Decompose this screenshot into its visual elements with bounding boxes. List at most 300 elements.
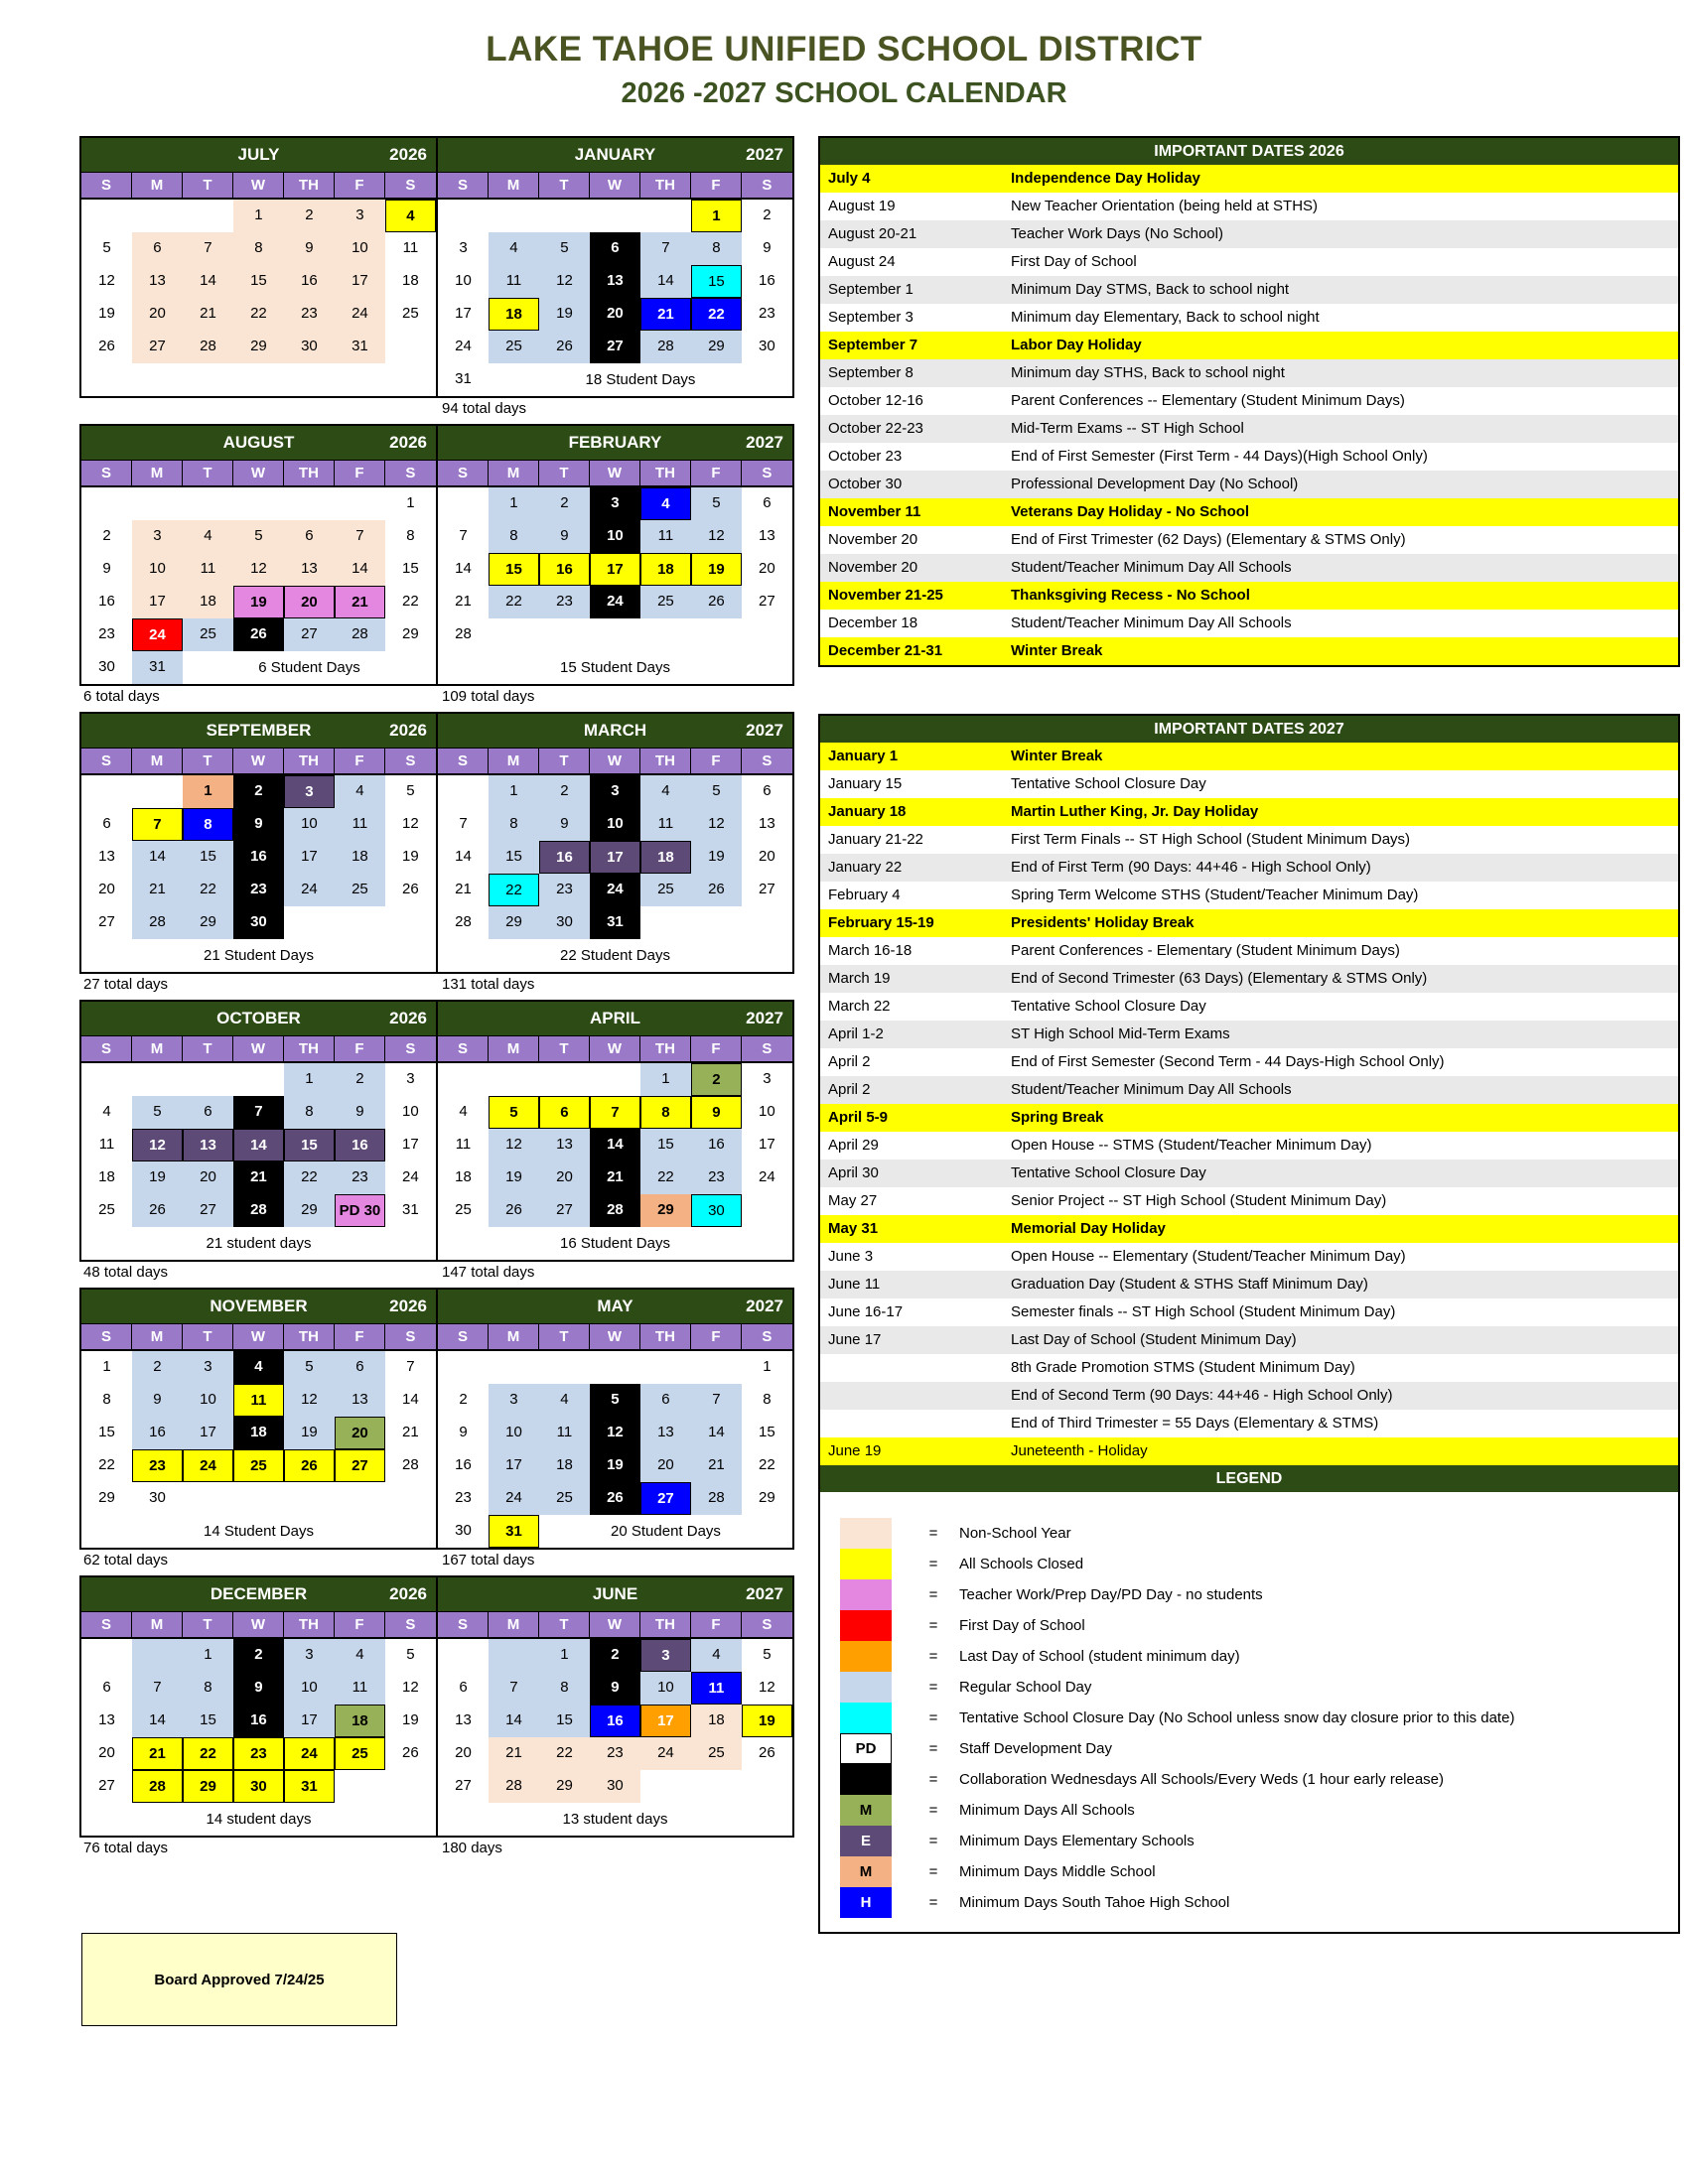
month-november [79,1288,438,1550]
week-row [81,1129,436,1161]
month-weeks [81,200,436,396]
week-row [81,265,436,298]
weekday-header: F [335,749,385,773]
day-cell: 1 [691,200,742,232]
week-row [438,874,792,906]
day-cell [640,1351,691,1384]
description-cell: Semester finals -- ST High School (Student Minimum Day) [1011,1303,1396,1320]
week-row [438,906,792,939]
day-cell: 5 [691,487,742,520]
day-cell [742,618,792,651]
important-dates-2027-table [818,714,1680,1934]
legend-equals: = [928,1771,938,1788]
day-cell: 30 [284,331,335,363]
legend-item [820,1887,1678,1918]
week-row [438,1161,792,1194]
day-cell: 11 [183,553,233,586]
day-cell [691,618,742,651]
weekday-header: S [405,1040,416,1057]
day-cell: 28 [132,1770,183,1803]
total-days-label: 109 total days [442,688,535,705]
weekday-header: F [335,461,385,485]
important-date-row [820,1437,1678,1465]
student-days-label: 20 Student Days [611,1523,721,1540]
day-cell: 5 [132,1096,183,1129]
legend-swatch: PD [840,1733,892,1764]
description-cell: Juneteenth - Holiday [1011,1442,1148,1459]
day-cell: 15 [402,560,419,577]
day-cell: 16 [132,1417,183,1449]
important-dates-2027-header: IMPORTANT DATES 2027 [820,716,1678,743]
panel-gap [818,667,1680,714]
month-year: 2026 [389,433,427,452]
day-cell [742,1194,792,1227]
weekday-header: S [762,465,773,481]
day-cell: 18 [335,1705,385,1737]
day-cell: 17 [590,841,640,874]
date-cell: August 24 [828,253,896,270]
day-cell: 3 [406,1070,415,1087]
day-cell: 15 [98,1424,115,1440]
day-cell: 1 [406,494,415,511]
weekday-header-row [438,461,792,487]
day-cell: 29 [691,331,742,363]
day-cell [691,1770,742,1803]
day-cell: 15 [759,1424,775,1440]
day-cell [539,200,590,232]
day-cell: 30 [455,1522,472,1539]
legend-item [820,1518,1678,1549]
day-cell: 20 [132,298,183,331]
weekday-header: S [762,1040,773,1057]
important-date-row [820,743,1678,770]
description-cell: Mid-Term Exams -- ST High School [1011,420,1244,437]
month-april [436,1000,794,1262]
day-cell [590,618,640,651]
day-cell: 17 [284,1705,335,1737]
important-date-row [820,965,1678,993]
day-cell: 21 [489,1737,539,1770]
weekday-header: M [132,173,183,198]
date-cell: September 8 [828,364,914,381]
month-name: JULY [237,145,280,164]
legend-swatch [840,1549,892,1579]
day-cell: 20 [640,1449,691,1482]
legend-equals: = [928,1648,938,1665]
day-cell [385,1770,436,1803]
description-cell: Martin Luther King, Jr. Day Holiday [1011,803,1259,820]
date-cell: June 11 [828,1276,881,1293]
day-cell: 6 [183,1096,233,1129]
week-row [438,520,792,553]
month-weeks [81,487,436,684]
important-date-row [820,582,1678,610]
day-cell: 13 [759,815,775,832]
weekday-header: S [438,749,489,773]
description-cell: Open House -- Elementary (Student/Teacher Minimum Day) [1011,1248,1406,1265]
day-cell: 12 [402,1679,419,1696]
legend-label: First Day of School [959,1617,1085,1634]
day-cell: 18 [183,586,233,618]
weekday-header: W [590,1612,640,1637]
weekday-header: W [233,173,284,198]
day-cell: 4 [335,775,385,808]
day-cell: 21 [233,1161,284,1194]
month-name: MAY [597,1297,633,1315]
day-cell: 12 [590,1417,640,1449]
date-cell: April 1-2 [828,1025,884,1042]
weekday-header: M [132,461,183,485]
weekday-header: M [489,749,539,773]
day-cell: 26 [233,618,284,651]
day-cell: 16 [233,1705,284,1737]
weekday-header: S [405,465,416,481]
weekday-header: M [489,461,539,485]
legend-label: Tentative School Closure Day (No School unless snow day closure prior to this date) [959,1709,1515,1726]
weekday-header: S [438,1324,489,1349]
date-cell: November 21-25 [828,587,943,604]
day-cell: 3 [284,1639,335,1672]
legend-swatch [840,1579,892,1610]
important-date-row [820,1354,1678,1382]
month-year: 2027 [746,1584,783,1603]
day-cell: 4 [640,775,691,808]
day-cell: 28 [691,1482,742,1515]
legend-item [820,1579,1678,1610]
day-cell: 15 [183,1705,233,1737]
calendar-grid [79,136,796,1861]
day-cell: 10 [132,553,183,586]
week-row [438,1672,792,1705]
description-cell: Parent Conferences - Elementary (Student Minimum Days) [1011,942,1400,959]
week-row [438,265,792,298]
day-cell [132,1639,183,1672]
month-header [438,714,792,749]
day-cell: 13 [132,265,183,298]
total-days-label: 62 total days [83,1552,169,1569]
day-cell: 2 [539,775,590,808]
day-cell: 1 [640,1063,691,1096]
month-header [438,138,792,173]
description-cell: End of Second Term (90 Days: 44+46 - High School Only) [1011,1387,1393,1404]
weekday-header: TH [640,1324,691,1349]
legend-item [820,1826,1678,1856]
weekday-header: F [335,1036,385,1061]
page-header [0,0,1688,110]
day-cell: 25 [539,1482,590,1515]
day-cell: 28 [640,331,691,363]
day-cell [640,906,691,939]
day-cell [489,1063,539,1096]
weekday-header: W [233,1036,284,1061]
legend-equals: = [928,1894,938,1911]
weekday-header-row [438,1036,792,1063]
month-pair [79,1288,796,1550]
day-cell: 12 [132,1129,183,1161]
weekday-header: TH [284,1324,335,1349]
day-cell: 13 [183,1129,233,1161]
day-cell: 22 [489,586,539,618]
day-cell: 17 [183,1417,233,1449]
day-cell: 13 [455,1711,472,1728]
day-cell: 18 [691,1705,742,1737]
important-date-row [820,1076,1678,1104]
day-cell: 21 [455,593,472,610]
day-cell [539,1351,590,1384]
day-cell: 21 [640,298,691,331]
day-cell: 30 [233,1770,284,1803]
day-cell: 23 [539,586,590,618]
day-cell [438,1351,489,1384]
month-year: 2026 [389,1297,427,1315]
weekday-header: TH [284,1036,335,1061]
day-cell: 8 [233,232,284,265]
day-cell: 5 [590,1384,640,1417]
legend-item [820,1856,1678,1887]
day-cell: 26 [759,1744,775,1761]
day-cell [284,906,335,939]
day-cell: 20 [759,560,775,577]
day-cell [183,200,233,232]
week-row [438,775,792,808]
description-cell: Veterans Day Holiday - No School [1011,503,1250,520]
day-cell: 14 [335,553,385,586]
week-row [438,553,792,586]
weekday-header: T [183,1036,233,1061]
day-cell: 24 [640,1737,691,1770]
day-cell [385,1482,436,1515]
day-cell: 13 [759,527,775,544]
day-cell: 17 [132,586,183,618]
week-row [81,298,436,331]
weekday-header: M [132,1324,183,1349]
date-cell: January 22 [828,859,903,876]
day-cell: 8 [284,1096,335,1129]
day-cell [640,618,691,651]
date-cell: January 15 [828,775,903,792]
week-row [81,1417,436,1449]
day-cell [590,1063,640,1096]
day-cell: 9 [233,808,284,841]
day-cell [742,1770,792,1803]
day-cell: 23 [455,1489,472,1506]
day-cell: 7 [132,808,183,841]
day-cell: 11 [539,1417,590,1449]
day-cell: 26 [489,1194,539,1227]
date-cell: May 31 [828,1220,879,1237]
day-cell: 3 [590,487,640,520]
description-cell: Professional Development Day (No School) [1011,476,1299,492]
day-cell: 16 [98,593,115,610]
day-cell: 31 [335,331,385,363]
day-cell: 27 [759,881,775,897]
month-header [81,1290,436,1324]
week-row [438,1737,792,1770]
day-cell: 22 [691,298,742,331]
day-cell [132,487,183,520]
day-cell: 29 [183,906,233,939]
day-cell: 25 [640,586,691,618]
description-cell: Spring Term Welcome STHS (Student/Teacher Minimum Day) [1011,887,1419,903]
day-cell: 25 [489,331,539,363]
day-cell: 24 [590,586,640,618]
day-cell [183,1482,233,1515]
day-cell: 16 [691,1129,742,1161]
legend-swatch [840,1703,892,1733]
month-year: 2026 [389,1584,427,1603]
legend-label: Teacher Work/Prep Day/PD Day - no students [959,1586,1263,1603]
weekday-header: M [489,1036,539,1061]
weekday-header: F [691,749,742,773]
day-cell: 26 [98,338,115,354]
day-cell: 22 [640,1161,691,1194]
important-dates-2026-table [818,136,1680,667]
legend-item [820,1672,1678,1703]
date-cell [820,1382,1011,1410]
month-pair [79,712,796,974]
day-cell: 18 [539,1449,590,1482]
day-cell: 31 [455,370,472,387]
description-cell: Last Day of School (Student Minimum Day) [1011,1331,1297,1348]
day-cell: 8 [640,1096,691,1129]
day-cell: 19 [132,1161,183,1194]
day-cell: 6 [132,232,183,265]
month-weeks [81,1063,436,1260]
week-row [438,841,792,874]
day-cell: 30 [98,658,115,675]
important-date-row [820,165,1678,193]
week-row [438,298,792,331]
weekday-header: S [405,752,416,769]
weekday-header: M [132,1036,183,1061]
day-cell [691,1351,742,1384]
day-cell: 19 [233,586,284,618]
day-cell: 17 [590,553,640,586]
day-cell [691,906,742,939]
day-cell [539,618,590,651]
weekday-header: W [590,1324,640,1349]
legend-swatch: H [840,1887,892,1918]
important-date-row [820,798,1678,826]
important-date-row [820,471,1678,498]
day-cell: 30 [233,906,284,939]
day-cell: 16 [455,1456,472,1473]
date-cell: April 2 [828,1053,871,1070]
day-cell: 11 [455,1136,472,1153]
day-cell: 22 [539,1737,590,1770]
description-cell: End of First Term (90 Days: 44+46 - High School Only) [1011,859,1371,876]
weekday-header: S [438,1612,489,1637]
day-cell: 1 [183,1639,233,1672]
day-cell: 22 [402,593,419,610]
day-cell: 2 [763,206,772,223]
day-cell: 12 [98,272,115,289]
day-cell: 15 [284,1129,335,1161]
legend-swatch: M [840,1795,892,1826]
day-cell: 31 [402,1201,419,1218]
week-row [438,1063,792,1096]
description-cell: End of First Trimester (62 Days) (Elementary & STMS Only) [1011,531,1406,548]
weekday-header: F [335,1612,385,1637]
day-cell: 10 [489,1417,539,1449]
day-cell [183,1063,233,1096]
description-cell: Student/Teacher Minimum Day All Schools [1011,559,1292,576]
legend-label: Collaboration Wednesdays All Schools/Every Weds (1 hour early release) [959,1771,1445,1788]
day-cell [489,618,539,651]
day-cell: 14 [455,848,472,865]
legend-item [820,1610,1678,1641]
weekday-header: T [539,749,590,773]
day-cell: 30 [691,1194,742,1227]
day-cell: 16 [233,841,284,874]
day-cell: 1 [763,1358,772,1375]
day-cell: 19 [402,1711,419,1728]
day-cell: 6 [102,1679,111,1696]
month-weeks [438,775,792,972]
description-cell: Minimum day STHS, Back to school night [1011,364,1285,381]
day-cell: 27 [183,1194,233,1227]
legend-equals: = [928,1679,938,1696]
legend-label: Minimum Days Elementary Schools [959,1833,1195,1849]
date-cell: June 19 [828,1442,882,1459]
day-cell: 2 [691,1063,742,1096]
day-cell: 28 [233,1194,284,1227]
month-weeks [438,1063,792,1260]
total-days-label: 131 total days [442,976,535,993]
day-cell: 10 [284,1672,335,1705]
week-row [81,331,436,363]
legend-swatch [840,1641,892,1672]
weekday-header: W [233,749,284,773]
weekday-header-row [438,173,792,200]
month-weeks [81,1639,436,1836]
calendar-column [79,136,796,2026]
day-cell: 23 [539,874,590,906]
week-row [438,1384,792,1417]
day-cell [81,1063,132,1096]
day-cell: 27 [98,913,115,930]
student-days-label: 21 student days [206,1235,312,1252]
day-cell: 30 [590,1770,640,1803]
day-cell: 23 [132,1449,183,1482]
day-cell: 12 [691,808,742,841]
day-cell: 24 [402,1168,419,1185]
day-cell [438,1639,489,1672]
total-days-label: 94 total days [442,400,527,417]
week-row [438,1129,792,1161]
student-days-label: 15 Student Days [560,659,670,676]
day-cell [590,1351,640,1384]
weekday-header-row [81,461,436,487]
month-name: AUGUST [222,433,295,452]
weekday-header: TH [640,1612,691,1637]
legend-equals: = [928,1833,938,1849]
day-cell: 2 [284,200,335,232]
weekday-header: S [762,1328,773,1345]
day-cell: 20 [759,848,775,865]
day-cell: 29 [233,331,284,363]
day-cell: 5 [406,782,415,799]
description-cell: Winter Break [1011,748,1103,764]
legend-equals: = [928,1863,938,1880]
day-cell: 24 [284,1737,335,1770]
date-cell: October 23 [828,448,903,465]
week-row [81,1161,436,1194]
day-cell: 2 [590,1639,640,1672]
day-cell [640,200,691,232]
day-cell: 13 [590,265,640,298]
weekday-header: TH [640,1036,691,1061]
